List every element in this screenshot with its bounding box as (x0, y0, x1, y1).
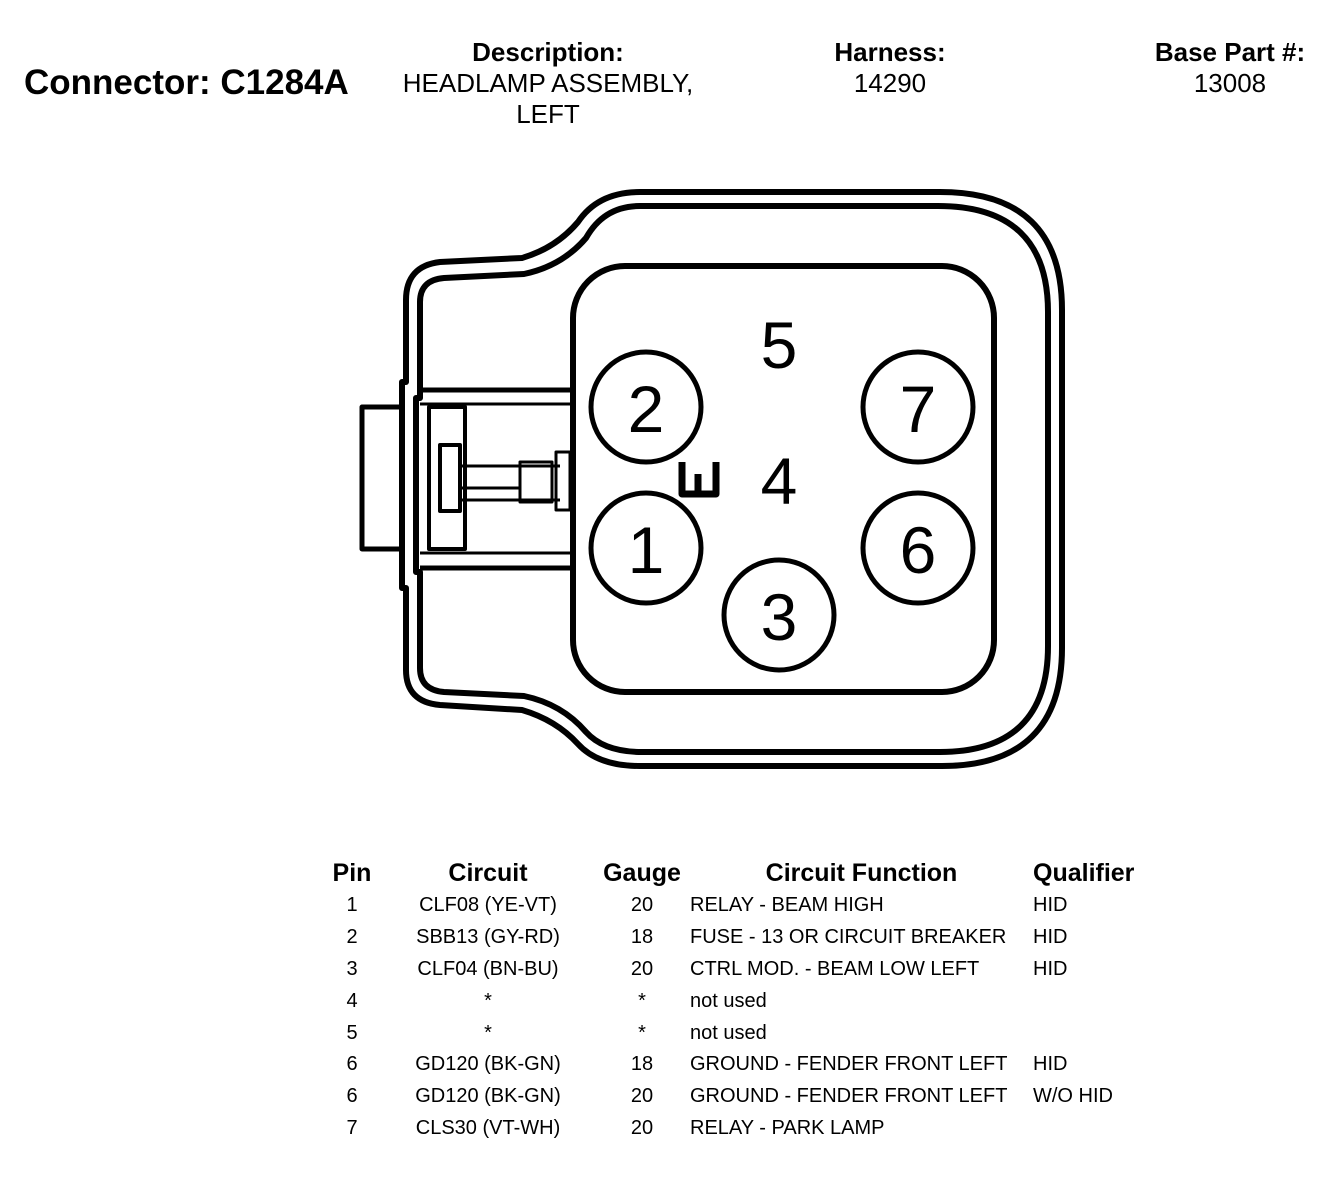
cell-gauge: 20 (630, 957, 654, 980)
header-pin: Pin (332, 858, 372, 887)
base-part-value: 13008 (1193, 68, 1267, 98)
cell-circuit: GD120 (BK-GN) (415, 1085, 561, 1108)
cell-pin: 6 (346, 1053, 358, 1076)
table-row (322, 922, 1163, 954)
cell-gauge: * (638, 1021, 646, 1044)
cell-function: FUSE - 13 OR CIRCUIT BREAKER (690, 926, 1007, 949)
cell-gauge: * (638, 989, 646, 1012)
connector-title: Connector: C1284A (24, 63, 349, 102)
header-circuit-function: Circuit Function (765, 858, 958, 887)
cavity-2-label: 2 (627, 372, 665, 446)
description-value-line2: LEFT (516, 99, 580, 129)
cell-pin: 2 (346, 926, 358, 949)
cell-gauge: 18 (630, 1053, 654, 1076)
cell-qualifier: HID (1033, 1053, 1068, 1076)
cell-qualifier: HID (1033, 894, 1068, 917)
cavity-4-label: 4 (760, 444, 798, 518)
cell-qualifier (1033, 985, 1163, 1017)
cell-circuit: * (484, 1021, 492, 1044)
cell-function: not used (690, 1021, 767, 1044)
cell-function: GROUND - FENDER FRONT LEFT (690, 1085, 1008, 1108)
header-qualifier: Qualifier (1033, 858, 1135, 887)
cell-pin: 1 (346, 894, 358, 917)
table-header-row (322, 856, 1163, 890)
cell-circuit: CLF08 (YE-VT) (419, 894, 557, 917)
pinout-table (322, 856, 1163, 1144)
cavity-3-label: 3 (760, 580, 798, 654)
cell-qualifier (1033, 1113, 1163, 1145)
cell-pin: 6 (346, 1085, 358, 1108)
connector-inner-shell (416, 206, 1048, 752)
cavity-6-label: 6 (899, 513, 937, 587)
cell-function: GROUND - FENDER FRONT LEFT (690, 1053, 1008, 1076)
harness-value: 14290 (853, 68, 927, 98)
base-part-label: Base Part #: (1154, 37, 1306, 67)
cavity-1-label: 1 (627, 513, 665, 587)
cell-qualifier: HID (1033, 957, 1068, 980)
table-row (322, 890, 1163, 922)
cell-circuit: GD120 (BK-GN) (415, 1053, 561, 1076)
orientation-mark-w (682, 462, 716, 494)
table-row (322, 1081, 1163, 1113)
cell-function: RELAY - PARK LAMP (690, 1116, 885, 1139)
cell-function: RELAY - BEAM HIGH (690, 894, 884, 917)
cell-pin: 5 (346, 1021, 358, 1044)
harness-label: Harness: (834, 37, 946, 67)
latch-pin (520, 462, 552, 502)
cell-circuit: SBB13 (GY-RD) (416, 926, 560, 949)
cell-qualifier: HID (1033, 926, 1068, 949)
cell-circuit: * (484, 989, 492, 1012)
header-gauge: Gauge (603, 858, 681, 887)
cell-pin: 4 (346, 989, 358, 1012)
latch-slot (440, 445, 460, 511)
cell-function: CTRL MOD. - BEAM LOW LEFT (690, 957, 980, 980)
table-row (322, 1113, 1163, 1145)
cell-gauge: 18 (630, 926, 654, 949)
table-row (322, 1049, 1163, 1081)
table-row (322, 1017, 1163, 1049)
header-circuit: Circuit (448, 858, 528, 887)
cell-qualifier (1033, 1017, 1163, 1049)
cell-gauge: 20 (630, 1085, 654, 1108)
cell-gauge: 20 (630, 1116, 654, 1139)
cell-circuit: CLF04 (BN-BU) (417, 957, 559, 980)
cell-function: not used (690, 989, 767, 1012)
cavity-7-label: 7 (899, 372, 937, 446)
cell-qualifier: W/O HID (1033, 1085, 1113, 1108)
description-label: Description: (472, 37, 624, 67)
locking-tab (362, 407, 402, 549)
cell-gauge: 20 (630, 894, 654, 917)
cell-pin: 7 (346, 1116, 358, 1139)
description-value-line1: HEADLAMP ASSEMBLY, (402, 68, 694, 98)
cavity-5-label: 5 (760, 308, 798, 382)
table-row (322, 954, 1163, 986)
cell-circuit: CLS30 (VT-WH) (415, 1116, 561, 1139)
table-row (322, 985, 1163, 1017)
cell-pin: 3 (346, 957, 358, 980)
